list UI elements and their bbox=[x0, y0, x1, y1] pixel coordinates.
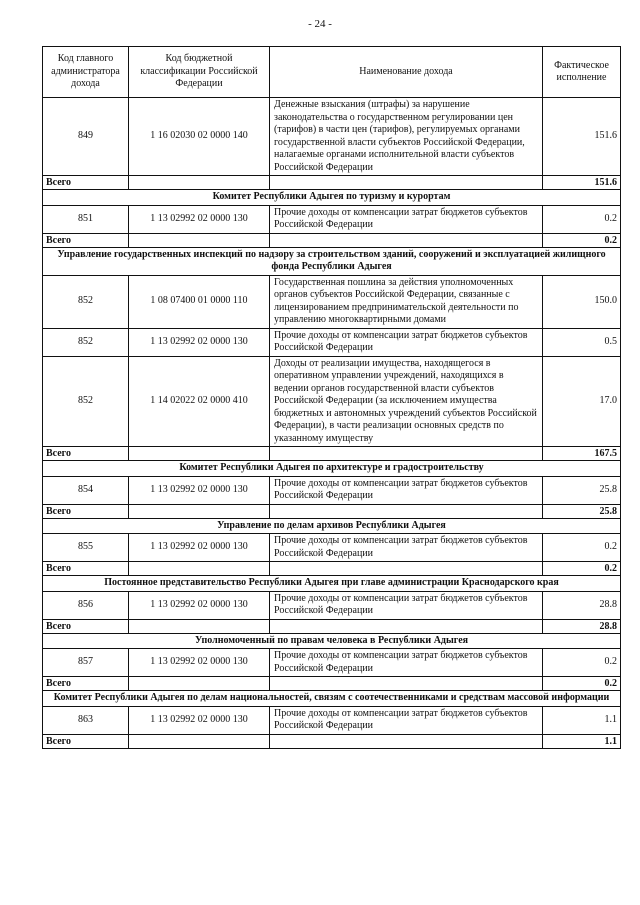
total-value: 28.8 bbox=[543, 619, 621, 633]
section-title: Управление по делам архивов Республики Адыгея bbox=[43, 518, 621, 534]
actual-value-cell: 150.0 bbox=[543, 275, 621, 328]
table-row bbox=[43, 476, 621, 504]
total-value: 167.5 bbox=[543, 447, 621, 461]
table-row bbox=[43, 649, 621, 677]
section-title: Управление государственных инспекций по надзору за строительством зданий, сооружений и эксплуатацией жилищного фонда Республики Адыгея bbox=[43, 247, 621, 275]
total-value: 1.1 bbox=[543, 734, 621, 748]
admin-code-cell: 855 bbox=[43, 534, 129, 562]
income-name-cell: Прочие доходы от компенсации затрат бюджетов субъектов Российской Федерации bbox=[270, 591, 543, 619]
table-row bbox=[43, 706, 621, 734]
total-label: Всего bbox=[43, 562, 129, 576]
section-header-row bbox=[43, 247, 621, 275]
header-admin-code: Код главного администратора дохода bbox=[43, 47, 129, 98]
income-name-cell: Прочие доходы от компенсации затрат бюджетов субъектов Российской Федерации bbox=[270, 476, 543, 504]
income-name-cell: Доходы от реализации имущества, находящегося в оперативном управлении учреждений, находящихся в ведении органов государственной власти субъектов Российской Федерации (за исключением имущества бюджетных и автономных учреждений субъектов Российской Федерации), в части реализации основных средств по указанному имуществу bbox=[270, 356, 543, 447]
empty-cell bbox=[129, 677, 270, 691]
section-header-row bbox=[43, 576, 621, 592]
empty-cell bbox=[270, 619, 543, 633]
empty-cell bbox=[270, 734, 543, 748]
table-row bbox=[43, 591, 621, 619]
section-header-row bbox=[43, 633, 621, 649]
empty-cell bbox=[129, 233, 270, 247]
total-label: Всего bbox=[43, 677, 129, 691]
admin-code-cell: 852 bbox=[43, 328, 129, 356]
empty-cell bbox=[270, 562, 543, 576]
empty-cell bbox=[270, 233, 543, 247]
budget-code-cell: 1 16 02030 02 0000 140 bbox=[129, 98, 270, 176]
income-name-cell: Прочие доходы от компенсации затрат бюджетов субъектов Российской Федерации bbox=[270, 534, 543, 562]
section-title: Уполномоченный по правам человека в Республики Адыгея bbox=[43, 633, 621, 649]
section-title: Комитет Республики Адыгея по архитектуре и градостроительству bbox=[43, 461, 621, 477]
admin-code-cell: 856 bbox=[43, 591, 129, 619]
total-label: Всего bbox=[43, 734, 129, 748]
header-income-name: Наименование дохода bbox=[270, 47, 543, 98]
actual-value-cell: 1.1 bbox=[543, 706, 621, 734]
income-name-cell: Прочие доходы от компенсации затрат бюджетов субъектов Российской Федерации bbox=[270, 706, 543, 734]
table-row bbox=[43, 328, 621, 356]
total-label: Всего bbox=[43, 447, 129, 461]
table-row bbox=[43, 98, 621, 176]
income-name-cell: Прочие доходы от компенсации затрат бюджетов субъектов Российской Федерации bbox=[270, 649, 543, 677]
table-row bbox=[43, 205, 621, 233]
total-label: Всего bbox=[43, 233, 129, 247]
actual-value-cell: 151.6 bbox=[543, 98, 621, 176]
section-header-row bbox=[43, 691, 621, 707]
table-body bbox=[43, 98, 621, 749]
section-header-row bbox=[43, 461, 621, 477]
total-row bbox=[43, 562, 621, 576]
total-value: 25.8 bbox=[543, 504, 621, 518]
table-header-row bbox=[43, 47, 621, 98]
table-row bbox=[43, 275, 621, 328]
total-value: 0.2 bbox=[543, 233, 621, 247]
admin-code-cell: 849 bbox=[43, 98, 129, 176]
empty-cell bbox=[129, 562, 270, 576]
section-title: Постоянное представительство Республики Адыгея при главе администрации Краснодарского края bbox=[43, 576, 621, 592]
total-row bbox=[43, 619, 621, 633]
empty-cell bbox=[270, 176, 543, 190]
total-row bbox=[43, 176, 621, 190]
admin-code-cell: 852 bbox=[43, 356, 129, 447]
income-name-cell: Прочие доходы от компенсации затрат бюджетов субъектов Российской Федерации bbox=[270, 328, 543, 356]
actual-value-cell: 0.2 bbox=[543, 649, 621, 677]
empty-cell bbox=[270, 447, 543, 461]
total-label: Всего bbox=[43, 504, 129, 518]
admin-code-cell: 851 bbox=[43, 205, 129, 233]
total-row bbox=[43, 677, 621, 691]
admin-code-cell: 857 bbox=[43, 649, 129, 677]
section-title: Комитет Республики Адыгея по туризму и курортам bbox=[43, 190, 621, 206]
section-header-row bbox=[43, 190, 621, 206]
table-row bbox=[43, 534, 621, 562]
total-row bbox=[43, 734, 621, 748]
header-actual: Фактическое исполнение bbox=[543, 47, 621, 98]
income-name-cell: Денежные взыскания (штрафы) за нарушение законодательства о государственном регулировании цен (тарифов) в части цен (тарифов), регулируемых органами государственной власти субъектов Российской Федерации, налагаемые органами исполнительной власти субъектов Российской Федерации bbox=[270, 98, 543, 176]
total-row bbox=[43, 504, 621, 518]
total-value: 0.2 bbox=[543, 562, 621, 576]
table-row bbox=[43, 356, 621, 447]
header-budget-code: Код бюджетной классификации Российской Федерации bbox=[129, 47, 270, 98]
empty-cell bbox=[270, 504, 543, 518]
actual-value-cell: 17.0 bbox=[543, 356, 621, 447]
budget-code-cell: 1 13 02992 02 0000 130 bbox=[129, 205, 270, 233]
empty-cell bbox=[129, 447, 270, 461]
total-label: Всего bbox=[43, 619, 129, 633]
budget-code-cell: 1 13 02992 02 0000 130 bbox=[129, 476, 270, 504]
income-table bbox=[42, 46, 621, 749]
actual-value-cell: 0.2 bbox=[543, 534, 621, 562]
budget-code-cell: 1 13 02992 02 0000 130 bbox=[129, 328, 270, 356]
total-value: 0.2 bbox=[543, 677, 621, 691]
admin-code-cell: 863 bbox=[43, 706, 129, 734]
admin-code-cell: 852 bbox=[43, 275, 129, 328]
total-row bbox=[43, 447, 621, 461]
budget-code-cell: 1 08 07400 01 0000 110 bbox=[129, 275, 270, 328]
empty-cell bbox=[129, 176, 270, 190]
section-title: Комитет Республики Адыгея по делам национальностей, связям с соотечественниками и средствам массовой информации bbox=[43, 691, 621, 707]
budget-code-cell: 1 13 02992 02 0000 130 bbox=[129, 706, 270, 734]
budget-code-cell: 1 14 02022 02 0000 410 bbox=[129, 356, 270, 447]
actual-value-cell: 0.2 bbox=[543, 205, 621, 233]
empty-cell bbox=[129, 619, 270, 633]
income-name-cell: Государственная пошлина за действия уполномоченных органов субъектов Российской Федерации, связанные с лицензированием предпринимательской деятельности по управлению многоквартирными домами bbox=[270, 275, 543, 328]
empty-cell bbox=[270, 677, 543, 691]
section-header-row bbox=[43, 518, 621, 534]
empty-cell bbox=[129, 734, 270, 748]
actual-value-cell: 25.8 bbox=[543, 476, 621, 504]
total-label: Всего bbox=[43, 176, 129, 190]
income-name-cell: Прочие доходы от компенсации затрат бюджетов субъектов Российской Федерации bbox=[270, 205, 543, 233]
page-number: - 24 - bbox=[308, 18, 332, 30]
empty-cell bbox=[129, 504, 270, 518]
budget-code-cell: 1 13 02992 02 0000 130 bbox=[129, 649, 270, 677]
budget-code-cell: 1 13 02992 02 0000 130 bbox=[129, 534, 270, 562]
admin-code-cell: 854 bbox=[43, 476, 129, 504]
total-row bbox=[43, 233, 621, 247]
actual-value-cell: 0.5 bbox=[543, 328, 621, 356]
total-value: 151.6 bbox=[543, 176, 621, 190]
budget-code-cell: 1 13 02992 02 0000 130 bbox=[129, 591, 270, 619]
actual-value-cell: 28.8 bbox=[543, 591, 621, 619]
